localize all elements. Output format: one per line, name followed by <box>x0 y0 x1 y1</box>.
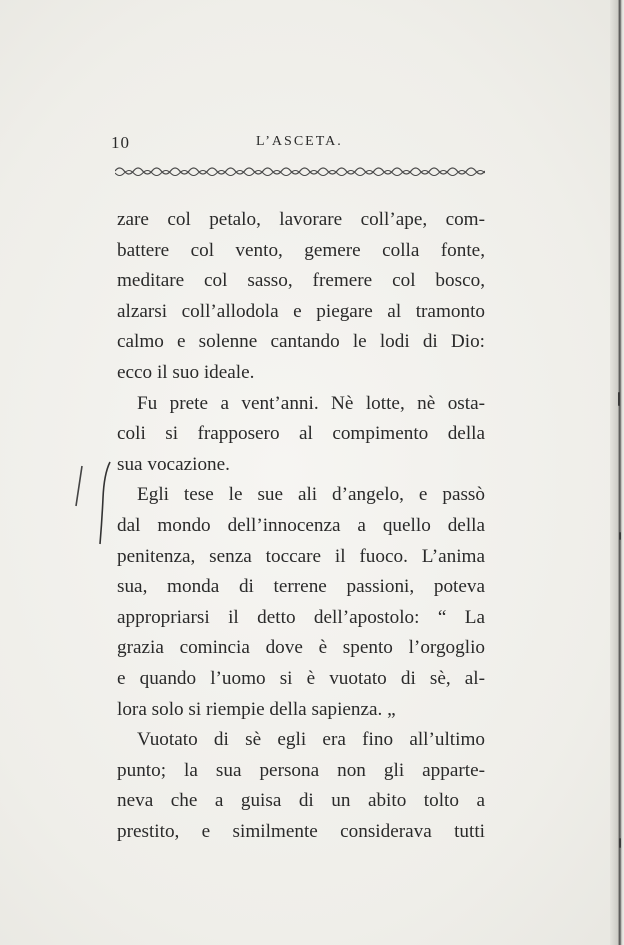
margin-speck <box>619 532 621 540</box>
page-number: 10 <box>111 133 130 152</box>
page-edge-shadow <box>610 0 624 945</box>
text-line: lora solo si riempie della sapienza. „ <box>117 698 396 720</box>
margin-pencil-marks <box>70 458 120 558</box>
text-line: alzarsi coll’allodola e piegare al tramonto <box>117 300 485 322</box>
text-line: zare col petalo, lavorare coll’ape, com- <box>117 209 485 230</box>
margin-speck <box>619 838 621 848</box>
text-line: sua, monda di terrene passioni, poteva <box>117 576 485 598</box>
text-line: penitenza, senza toccare il fuoco. L’anima <box>117 545 485 567</box>
text-line: prestito, e similmente considerava tutti <box>117 820 485 842</box>
text-line: appropriarsi il detto dell’apostolo: “ La <box>117 606 485 628</box>
text-line: dal mondo dell’innocenza a quello della <box>117 514 485 536</box>
text-line: Fu prete a vent’anni. Nè lotte, nè osta- <box>137 392 485 414</box>
text-line: meditare col sasso, fremere col bosco, <box>117 270 485 292</box>
text-line: Vuotato di sè egli era fino all’ultimo <box>137 729 485 751</box>
text-line: ecco il suo ideale. <box>117 361 255 383</box>
body-text <box>117 205 485 847</box>
text-line: calmo e solenne cantando le lodi di Dio: <box>117 331 485 353</box>
text-line: grazia comincia dove è spento l’orgoglio <box>117 637 485 659</box>
margin-speck <box>618 392 620 406</box>
text-line: Egli tese le sue ali d’angelo, e passò <box>137 484 485 506</box>
text-line: neva che a guisa di un abito tolto a <box>117 790 485 812</box>
text-line: sua vocazione. <box>117 453 230 475</box>
decorative-rule-ornament <box>115 164 485 178</box>
running-head: L’ASCETA. <box>256 134 343 149</box>
text-line: e quando l’uomo si è vuotato di sè, al- <box>117 667 485 689</box>
text-line: punto; la sua persona non gli apparte- <box>117 759 485 781</box>
text-line: coli si frapposero al compimento della <box>117 423 485 445</box>
text-line: battere col vento, gemere colla fonte, <box>117 239 485 261</box>
